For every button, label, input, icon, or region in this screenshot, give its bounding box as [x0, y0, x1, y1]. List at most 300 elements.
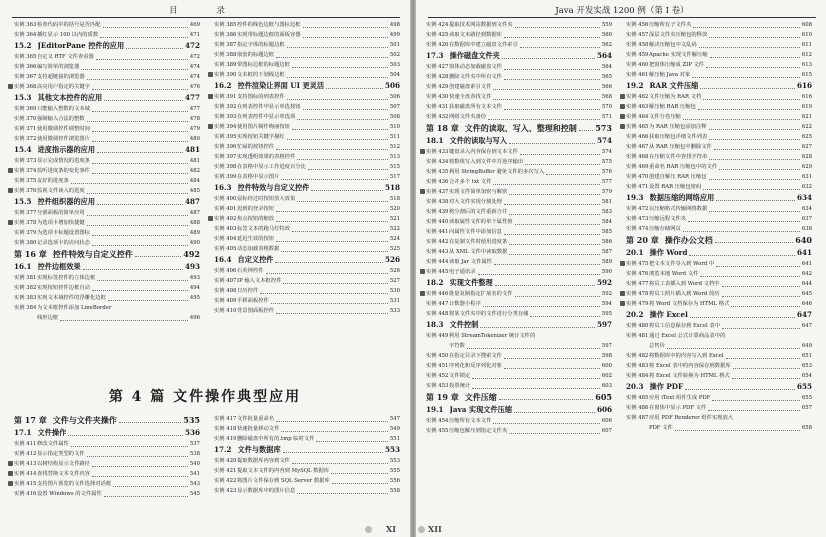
toc-entry: [14, 293, 200, 303]
toc-entry-number: 实例 377: [14, 210, 37, 216]
toc-page-number: 576: [601, 169, 612, 175]
toc-entry-label: [626, 70, 649, 80]
toc-entry-number: 实例 391: [214, 94, 237, 100]
toc-entry-title: 序列化和反序列化对象: [449, 363, 502, 369]
toc-entry-number: 实例 434: [426, 159, 449, 165]
toc-page-number: 540: [189, 461, 200, 467]
toc-entry-label: [14, 261, 32, 273]
toc-entry-title: 快速批量移动文件: [237, 426, 280, 432]
toc-page-number: 608: [801, 22, 812, 28]
toc-entry: [626, 269, 812, 279]
video-icon: [620, 114, 625, 119]
toc-section: [214, 254, 400, 266]
dot-leader: [104, 100, 183, 101]
dot-leader: [332, 483, 388, 484]
toc-entry-number: 实例 462: [626, 94, 649, 100]
toc-page-number: 568: [601, 94, 612, 100]
toc-entry-label: [426, 147, 449, 157]
toc-entry-title: 获取磁盘所有文本文件: [449, 104, 502, 110]
dot-leader: [709, 139, 800, 140]
toc-entry-title: 利用 StringBuffer 避免文件的多次写入: [449, 169, 545, 175]
toc-entry-title: 把窗体压缩成 ZIP 文件: [649, 62, 705, 68]
toc-entry: [426, 237, 612, 247]
toc-entry-label: [426, 247, 449, 257]
toc-entry-label: [214, 224, 237, 234]
toc-entry-label: [626, 182, 649, 192]
toc-entry-title: 使用微调控件浏览图片: [37, 136, 90, 142]
toc-entry-number: 实例 399: [214, 174, 237, 180]
dot-leader: [525, 164, 600, 165]
toc-page-number: 570: [601, 104, 612, 110]
running-head-title: Java 开发实战 1200 例（第 I 卷）: [555, 6, 689, 16]
toc-entry-number: 第 20 章: [626, 235, 659, 245]
toc-entry-label: [14, 124, 37, 134]
toc-page-number: 606: [596, 405, 612, 414]
toc-entry-title: 从 XML 文件中读取数据: [449, 249, 508, 255]
toc-entry-title: 监听进度条的变化事件: [37, 168, 90, 174]
toc-entry-number: 实例 484: [626, 373, 649, 379]
toc-entry-number: 实例 389: [214, 62, 237, 68]
dot-leader: [303, 37, 388, 38]
toc-entry: [626, 92, 812, 102]
toc-entry-number: 实例 455: [426, 428, 449, 434]
toc-entry-label: [14, 469, 37, 479]
toc-entry: [14, 273, 200, 283]
toc-page-number: 502: [389, 52, 400, 58]
dot-leader: [515, 27, 600, 28]
toc-entry-number: 实例 392: [214, 104, 237, 110]
dot-leader: [700, 88, 795, 89]
toc-page-number: 581: [601, 199, 612, 205]
toc-entry-title: 监视文件读入的进度: [37, 188, 85, 194]
toc-entry-title: 实现标签控件的立体边框: [37, 275, 96, 281]
toc-entry-label: [14, 52, 37, 62]
toc-entry-number: 实例 390: [214, 72, 237, 78]
toc-page-number: 472: [189, 54, 200, 60]
toc-page-number: 658: [801, 425, 812, 431]
toc-entry-label: [626, 259, 649, 269]
dot-leader: [502, 58, 595, 59]
toc-page-number: 610: [801, 32, 812, 38]
toc-entry-title: 查找替换文本文件内容: [37, 471, 90, 477]
dot-leader: [467, 348, 600, 349]
dot-leader: [731, 306, 799, 307]
dot-leader: [719, 169, 800, 170]
toc-entry-number: 实例 406: [214, 268, 237, 274]
toc-entry: [426, 197, 612, 207]
toc-entry-number: 实例 401: [214, 206, 237, 212]
toc-entry-title: 快速全盘查找文件: [449, 94, 492, 100]
toc-entry-title: 只能输入整数的文本域: [37, 106, 90, 112]
dot-leader: [509, 143, 595, 144]
toc-entry-title: 投票统计: [449, 383, 471, 389]
dot-leader: [87, 225, 188, 226]
toc-page-number: 518: [389, 196, 400, 202]
toc-entry-number: 实例 474: [626, 226, 649, 232]
toc-entry-label: [426, 122, 459, 135]
toc-entry-title: 实现按钮关键字描红: [237, 134, 285, 140]
toc-entry-title: 将 Word 文档保存为 HTML 格式: [649, 301, 730, 307]
toc-entry-label: [214, 40, 237, 50]
toc-page-number: 613: [801, 62, 812, 68]
toc-entry-number: 实例 463: [626, 104, 649, 110]
toc-entry: [214, 194, 400, 204]
toc-page-number: 493: [189, 275, 200, 281]
toc-entry-title: 文件控制: [449, 320, 479, 329]
dot-leader: [283, 452, 383, 453]
dot-leader: [71, 446, 188, 447]
toc-entry-number: 15.2: [14, 41, 32, 50]
toc-page-number: 503: [389, 62, 400, 68]
toc-page-number: 469: [189, 22, 200, 28]
dot-leader: [276, 211, 388, 212]
toc-page-number: 485: [189, 188, 200, 194]
toc-entry-number: 16.3: [214, 183, 232, 192]
video-icon: [8, 220, 13, 225]
toc-entry: [426, 40, 612, 50]
toc-entry-label: [14, 186, 37, 196]
toc-page-number: 481: [189, 158, 200, 164]
video-icon: [620, 291, 625, 296]
dot-leader: [683, 231, 800, 232]
dot-leader: [675, 430, 800, 431]
toc-entry-number: 实例 428: [426, 74, 449, 80]
toc-entry-title: 友好的进度条: [37, 178, 69, 184]
toc-page-number: 637: [801, 216, 812, 222]
toc-entry-title: 在表格中显示工作进度百分比: [237, 164, 306, 170]
toc-entry: [14, 166, 200, 176]
toc-entry-number: 实例 368: [14, 84, 37, 90]
toc-entry-label: [14, 114, 37, 124]
dot-leader: [92, 89, 188, 90]
dot-leader: [493, 184, 599, 185]
toc-entry: [626, 413, 812, 423]
toc-page-number: 655: [801, 395, 812, 401]
toc-page-number: 511: [389, 134, 400, 140]
toc-page-number: 549: [389, 426, 400, 432]
toc-entry-label: [626, 102, 649, 112]
toc-entry: [214, 486, 400, 496]
toc-entry-title: 在复制文件时使用进度条: [449, 239, 508, 245]
toc-entry: [214, 276, 400, 286]
toc-entry-title: 将数组写入到文件中并逆序输出: [449, 159, 524, 165]
toc-entry: [14, 104, 200, 114]
toc-page-number: 573: [595, 123, 612, 133]
toc-entry-label: [214, 122, 237, 132]
toc-entry-title: 记录选项卡的访问状态: [37, 240, 90, 246]
toc-entry-title: 利用 StreamTokenizer 统计文件的: [449, 333, 536, 339]
toc-entry-label: [626, 309, 644, 321]
toc-entry-label: [14, 62, 37, 72]
toc-entry-label: [14, 208, 37, 218]
toc-entry-label: [626, 381, 644, 393]
toc-entry-label: [426, 112, 449, 122]
toc-page-number: 615: [801, 72, 812, 78]
toc-entry-number: 实例 398: [214, 164, 237, 170]
toc-page-number: 541: [189, 471, 200, 477]
toc-entry-label: [14, 238, 37, 248]
toc-entry-title: 使用微调控件调整时间: [37, 126, 90, 132]
toc-entry-label: [214, 414, 237, 424]
video-icon: [208, 124, 213, 129]
toc-page-number: 484: [189, 178, 200, 184]
toc-entry-label: [426, 237, 449, 247]
toc-entry-number: 实例 454: [426, 418, 449, 424]
toc-chapter: [14, 414, 200, 427]
left-page: [0, 0, 410, 537]
toc-entry-label: [626, 214, 649, 224]
toc-entry-title: 支持超链接的浏览器: [37, 74, 85, 80]
toc-page-number: 585: [601, 229, 612, 235]
toc-entry: [426, 247, 612, 257]
toc-entry-label: [426, 92, 449, 102]
toc-page-number: 628: [801, 154, 812, 160]
toc-page-number: 575: [601, 159, 612, 165]
dot-leader: [478, 274, 600, 275]
toc-entry-label: [14, 459, 37, 469]
toc-entry-label: [14, 144, 32, 156]
toc-entry: [214, 466, 400, 476]
toc-entry: [14, 439, 200, 449]
dot-leader: [509, 254, 599, 255]
toc-entry-label: [626, 413, 649, 423]
toc-page-number: 655: [796, 382, 812, 391]
toc-entry-label: [214, 102, 237, 112]
toc-section: [626, 381, 812, 393]
toc-entry-label: [426, 267, 449, 277]
toc-entry-label: [426, 319, 444, 331]
dot-leader: [515, 224, 600, 225]
dot-leader: [113, 486, 188, 487]
toc-entry: [626, 289, 812, 299]
toc-entry: [214, 434, 400, 444]
toc-entry: [214, 30, 400, 40]
toc-entry: [626, 30, 812, 40]
dot-leader: [683, 119, 800, 120]
toc-entry: [14, 218, 200, 228]
toc-entry-label: [14, 303, 37, 313]
toc-entry-number: 实例 430: [426, 94, 449, 100]
toc-entry-label: [214, 254, 232, 266]
toc-entry: [14, 228, 200, 238]
toc-entry-label: [214, 20, 237, 30]
toc-entry-title: 修改文件属性: [37, 441, 69, 447]
toc-entry-label: [426, 331, 449, 341]
toc-entry: [426, 227, 612, 237]
toc-entry-title: 忙碌的按钮控件: [237, 144, 275, 150]
toc-entry-title: 在列表控件中显示单选按钮: [237, 104, 301, 110]
toc-entry-label: [626, 152, 649, 162]
toc-entry-title: 文件批量重命名: [237, 416, 275, 422]
dot-leader: [733, 368, 800, 369]
toc-entry-number: 15.4: [14, 145, 32, 154]
toc-entry-title: 石英钟控件: [237, 268, 264, 274]
toc-entry-label: [14, 414, 47, 427]
toc-entry-label: [626, 234, 659, 247]
video-icon: [420, 269, 425, 274]
dot-leader: [700, 276, 800, 277]
toc-entry-label: [426, 381, 449, 391]
toc-entry: [426, 112, 612, 122]
dot-leader: [276, 221, 388, 222]
toc-page-number: 571: [601, 114, 612, 120]
toc-entry-title: 操作磁盘文件夹: [449, 51, 500, 60]
toc-entry-title: 分割面板的简单应用: [37, 210, 85, 216]
toc-entry-number: 实例 366: [14, 64, 37, 70]
toc-entry: [626, 60, 812, 70]
toc-entry: [14, 489, 200, 499]
toc-entry: [14, 52, 200, 62]
toc-page-number: 531: [389, 298, 400, 304]
toc-entry-title: 将员工照片插入到 Word 简历: [649, 291, 720, 297]
toc-entry: [214, 456, 400, 466]
toc-entry-number: 实例 416: [14, 491, 37, 497]
toc-entry-number: 18.2: [426, 278, 444, 287]
toc-entry-label: [626, 289, 649, 299]
toc-entry-number: 20.2: [626, 310, 644, 319]
dot-leader: [716, 266, 800, 267]
dot-leader: [509, 214, 600, 215]
toc-entry-label: [426, 289, 449, 299]
toc-entry-title: 自定义 RTF 文件查看器: [37, 54, 94, 60]
video-icon: [208, 72, 213, 77]
dot-leader: [530, 316, 599, 317]
toc-entry-title: 读取文本路径到数据库: [449, 32, 502, 38]
dot-leader: [710, 57, 800, 58]
dot-leader: [722, 286, 800, 287]
dot-leader: [504, 79, 600, 80]
toc-entry-title: 浏览本地 Word 文件: [649, 271, 699, 277]
toc-entry: [426, 102, 612, 112]
toc-entry-number: 实例 453: [426, 383, 449, 389]
toc-entry-title: 将 Excel 文件转换为 HTML 格式: [649, 373, 730, 379]
dot-leader: [709, 211, 800, 212]
toc-entry: [14, 114, 200, 124]
toc-entry-title: 通过 Excel 公式计算商品表中的: [649, 333, 726, 339]
toc-entry-number: 实例 413: [14, 461, 37, 467]
toc-entry-label: [426, 207, 449, 217]
toc-page-number: 506: [389, 94, 400, 100]
toc-entry: [426, 30, 612, 40]
dot-leader: [297, 159, 388, 160]
toc-page-number: 476: [189, 84, 200, 90]
toc-entry-label: [214, 306, 237, 316]
dot-leader: [504, 368, 600, 369]
toc-entry-title: 文本框的下划线边框: [237, 72, 285, 78]
toc-entry: [626, 20, 812, 30]
toc-entry-number: 实例 397: [214, 154, 237, 160]
toc-entry-number: 实例 460: [626, 62, 649, 68]
toc-entry-number: 实例 444: [426, 259, 449, 265]
toc-entry-number: 实例 486: [626, 405, 649, 411]
dot-leader: [504, 109, 600, 110]
toc-entry-number: 实例 480: [626, 323, 649, 329]
toc-entry-label: [426, 371, 449, 381]
dot-leader: [316, 441, 387, 442]
dot-leader: [103, 27, 188, 28]
toc-entry: [626, 152, 812, 162]
toc-entry-number: 实例 396: [214, 144, 237, 150]
dot-leader: [81, 69, 187, 70]
toc-entry: [426, 341, 612, 351]
toc-entry-number: 实例 418: [214, 426, 237, 432]
dot-leader: [709, 159, 800, 160]
toc-entry-title: 实现透明效果的表格控件: [237, 154, 296, 160]
toc-entry-label: [626, 331, 649, 341]
toc-page-number: 649: [801, 343, 812, 349]
toc-entry-label: [626, 269, 649, 279]
toc-entry-title: 以树结构显示文件路径: [37, 461, 90, 467]
toc-entry-number: 实例 393: [214, 114, 237, 120]
dot-leader: [135, 256, 182, 257]
toc-page-number: 574: [596, 136, 612, 145]
toc-chapter: [426, 391, 612, 404]
toc-page-number: 526: [389, 268, 400, 274]
toc-entry-number: 第 17 章: [14, 415, 47, 425]
toc-entry-title: 压缩所有文本文件: [449, 418, 492, 424]
toc-entry-label: [214, 132, 237, 142]
dot-leader: [281, 431, 387, 432]
toc-entry-title: 标签文本的跑马灯特效: [237, 226, 290, 232]
dot-leader: [92, 290, 188, 291]
toc-entry-label: [14, 40, 32, 52]
dot-leader: [97, 204, 183, 205]
toc-entry-number: 实例 446: [426, 291, 449, 297]
toc-page-number: 644: [801, 281, 812, 287]
toc-entry: [426, 381, 612, 391]
toc-entry-label: [214, 112, 237, 122]
toc-entry-number: 实例 450: [426, 353, 449, 359]
toc-entry: [626, 214, 812, 224]
dot-leader: [703, 189, 800, 190]
toc-section: [14, 261, 200, 273]
toc-entry: [626, 351, 812, 361]
toc-page-number: 647: [801, 323, 812, 329]
toc-entry-label: [426, 30, 449, 40]
toc-entry-label: [214, 142, 237, 152]
toc-section: [426, 277, 612, 289]
toc-entry: [214, 214, 400, 224]
toc-entry-label: [214, 476, 237, 486]
toc-entry-number: 实例 381: [14, 275, 37, 281]
toc-entry-number: 实例 447: [426, 301, 449, 307]
toc-entry: [426, 267, 612, 277]
toc-entry-number: 实例 476: [626, 271, 649, 277]
toc-entry-title: 电子通讯录: [449, 269, 476, 275]
toc-entry-label: [426, 50, 444, 62]
toc-entry-title: 文件与数据库: [237, 445, 281, 454]
toc-entry-title: 将分割后的文件重新合并: [449, 209, 508, 215]
toc-entry-number: 实例 470: [626, 174, 649, 180]
video-icon: [420, 149, 425, 154]
dot-leader: [709, 129, 800, 130]
page-number: XII: [428, 524, 442, 534]
dot-leader: [292, 463, 388, 464]
toc-entry-title: 实现文件整理: [449, 278, 493, 287]
toc-entry-title: 使用图片制作绚丽按钮: [237, 124, 290, 130]
toc-entry: [426, 207, 612, 217]
toc-entry-label: [214, 204, 237, 214]
toc-page-number: 612: [801, 52, 812, 58]
toc-entry: [626, 132, 812, 142]
toc-entry-label: [626, 162, 649, 172]
toc-entry-label: [626, 132, 649, 142]
dot-leader: [287, 47, 388, 48]
toc-page-number: 629: [801, 164, 812, 170]
dot-leader: [92, 245, 188, 246]
toc-entry-label: [14, 30, 37, 40]
toc-entry-number: 实例 425: [426, 32, 449, 38]
